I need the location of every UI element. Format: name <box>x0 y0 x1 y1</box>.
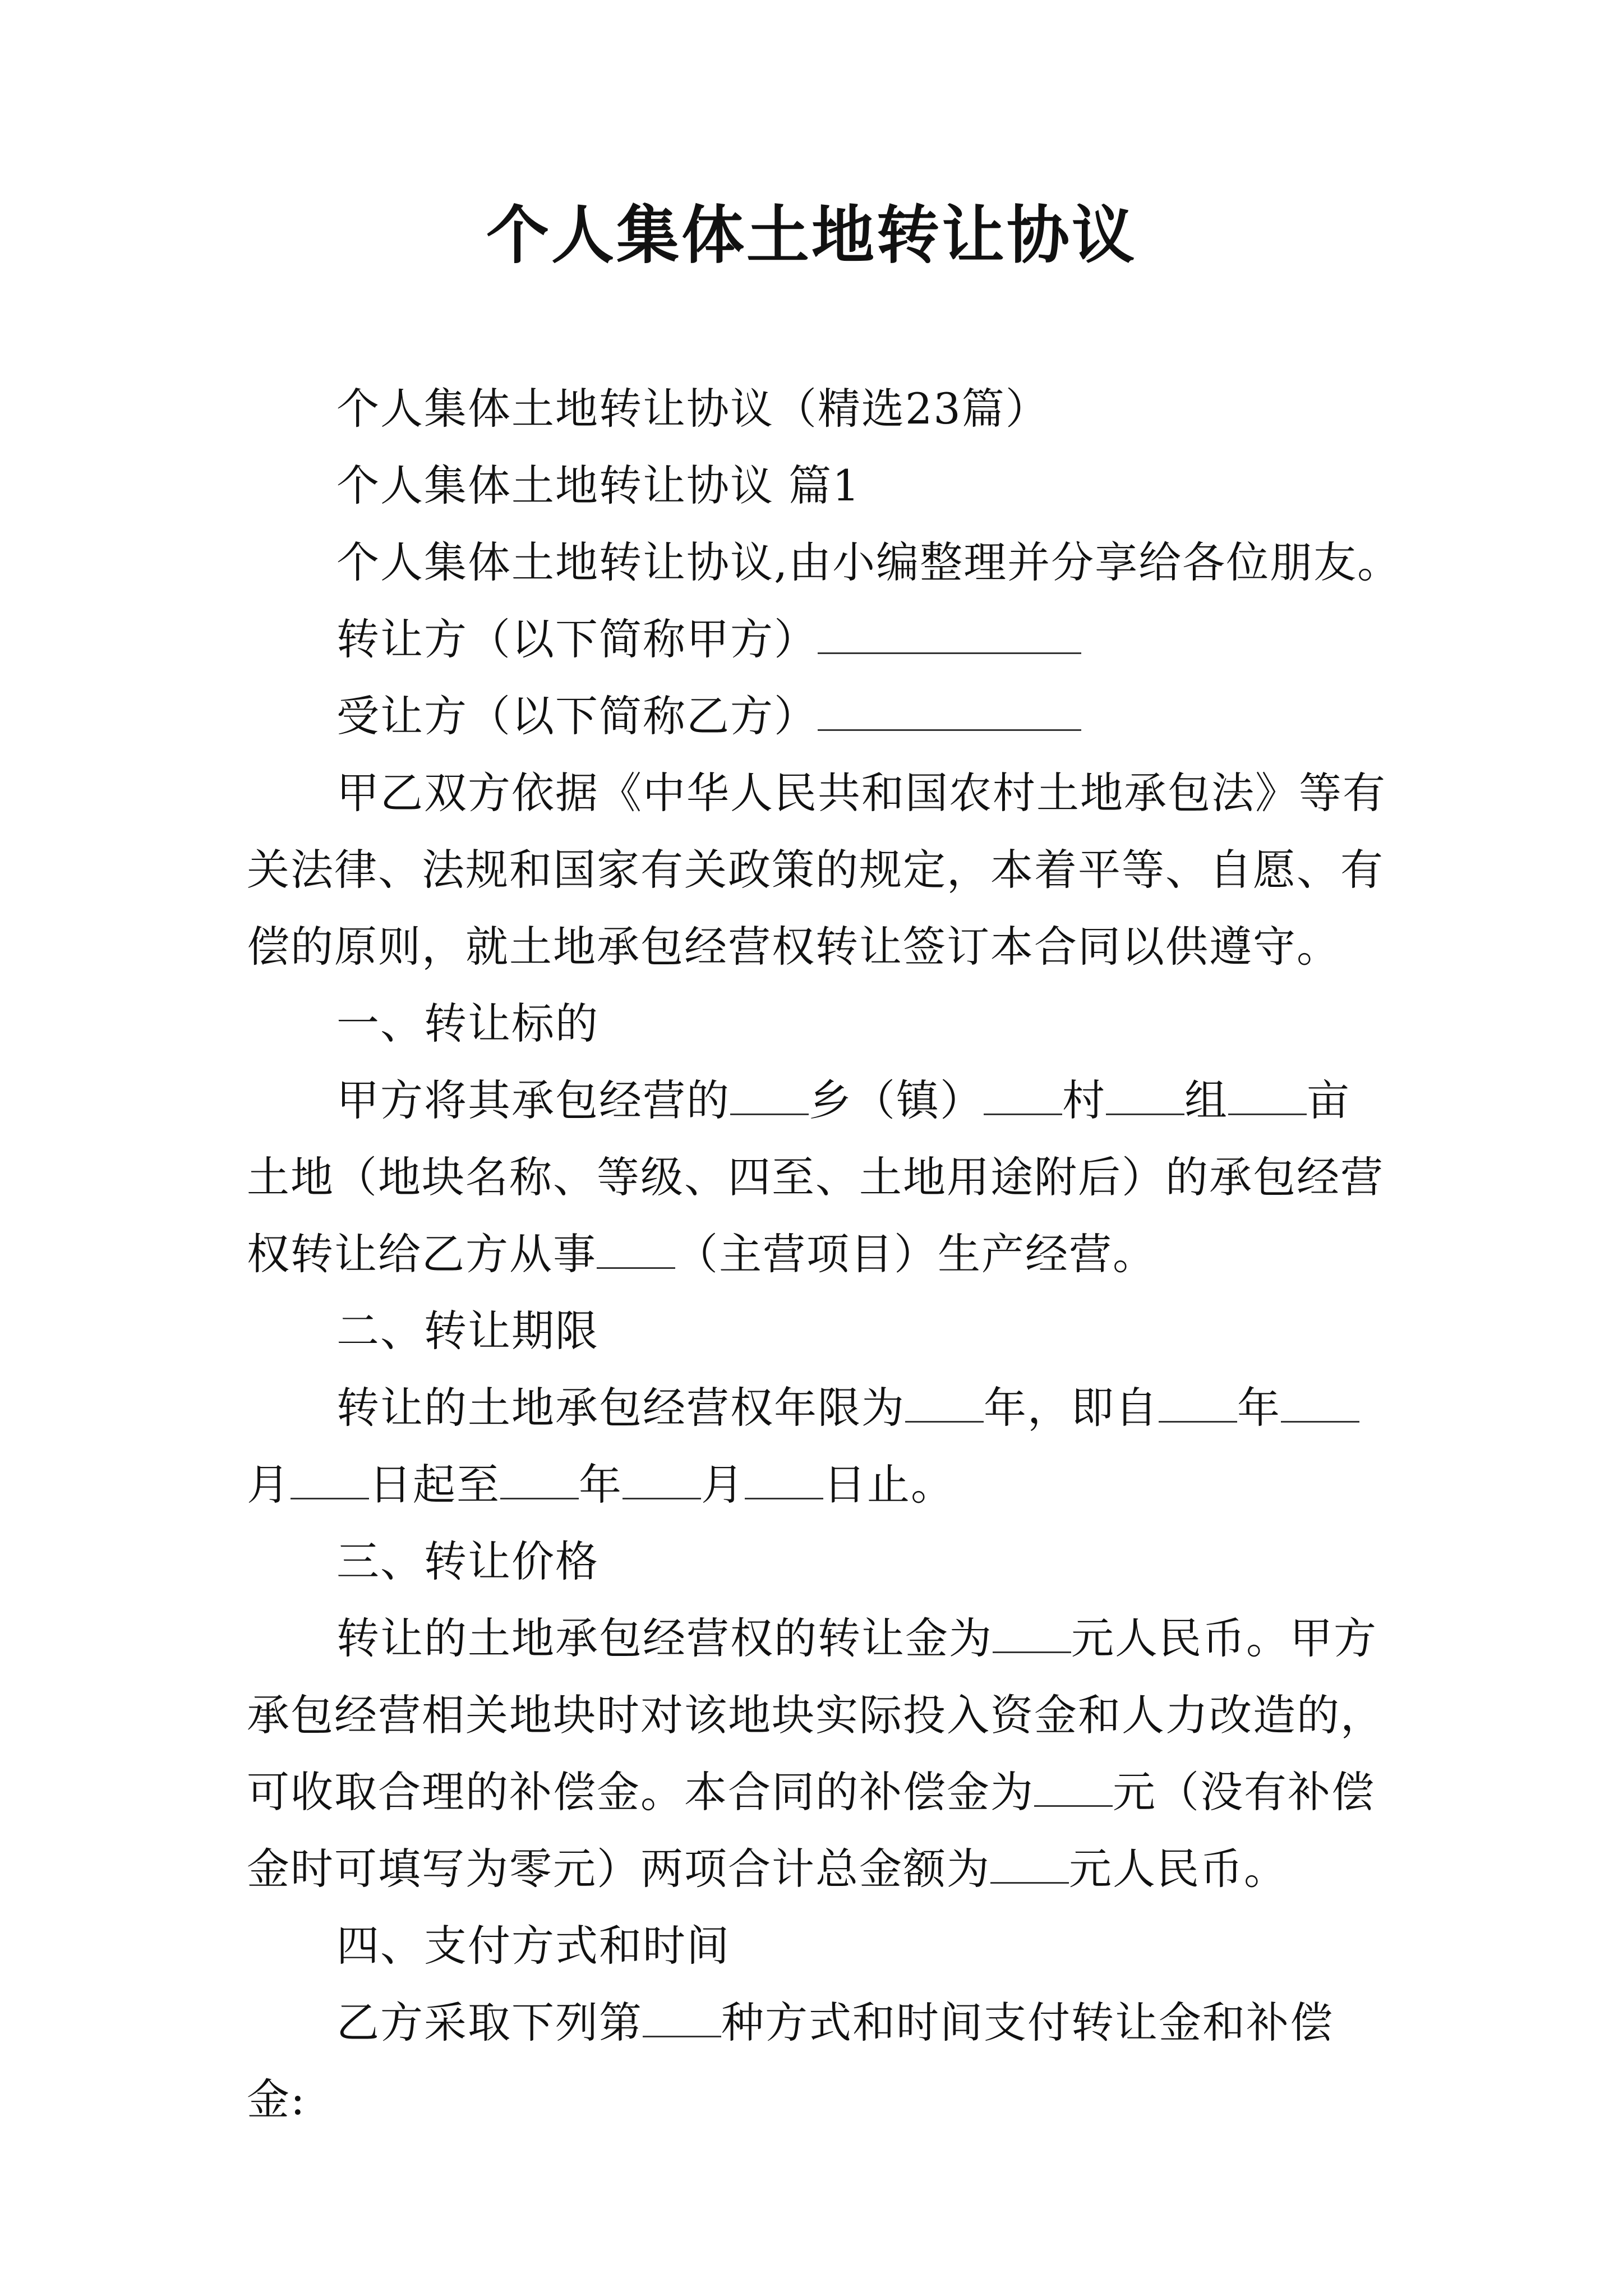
heading-payment: 四、支付方式和时间 <box>336 1921 730 1971</box>
transfer-fee-blank <box>993 1612 1071 1653</box>
heading-transfer-term: 二、转让期限 <box>336 1306 599 1356</box>
project-blank <box>597 1228 675 1269</box>
section-heading: 个人集体土地转让协议 篇1 <box>336 461 861 510</box>
text-segment: 日起至 <box>369 1460 500 1510</box>
text-segment: 年 <box>1237 1383 1281 1433</box>
text-segment: 年 <box>579 1460 623 1510</box>
text-segment: 年，即自 <box>984 1383 1159 1433</box>
paragraph-transfer-price <box>247 1600 1391 1907</box>
start-month-blank <box>1281 1382 1359 1423</box>
paragraph-transfer-term <box>247 1369 1391 1523</box>
text-segment: 转让的土地承包经营权的转让金为 <box>336 1613 993 1663</box>
party-b-label: 受让方（以下简称乙方） <box>336 691 818 741</box>
text-segment: 组 <box>1184 1075 1228 1125</box>
area-blank <box>1228 1074 1307 1115</box>
text-segment: 日止。 <box>823 1460 955 1510</box>
heading-transfer-price: 三、转让价格 <box>336 1536 599 1586</box>
text-segment: 元人民币。 <box>1069 1844 1288 1894</box>
text-segment: 村 <box>1062 1075 1106 1125</box>
group-blank <box>1106 1074 1184 1115</box>
township-blank <box>730 1074 809 1115</box>
text-segment: 乡（镇） <box>809 1075 984 1125</box>
party-a-line <box>247 601 1391 678</box>
text-segment: 种方式和时间支付转让金和补偿金: <box>247 1998 1334 2124</box>
document-body <box>247 370 1401 2138</box>
party-a-blank <box>818 613 1081 654</box>
basis-paragraph: 甲乙双方依据《中华人民共和国农村土地承包法》等有关法律、法规和国家有关政策的规定，本着平等、自愿、有偿的原则，就土地承包经营权转让签订本合同以供遵守。 <box>247 768 1386 972</box>
text-segment: 元人民币。甲方承包经营相关地块时对该地块实际投入资金和人力改造的，可收取合理的补偿金。本合同的补偿金为 <box>247 1613 1384 1817</box>
end-day-blank <box>745 1458 823 1499</box>
subtitle: 个人集体土地转让协议（精选23篇） <box>336 384 1049 434</box>
end-month-blank <box>623 1458 701 1499</box>
start-year-blank <box>1159 1382 1237 1423</box>
paragraph-payment <box>247 1984 1391 2138</box>
payment-method-blank <box>643 1996 721 2037</box>
party-b-line <box>247 678 1391 754</box>
text-segment: 甲方将其承包经营的 <box>336 1075 730 1125</box>
heading-transfer-subject: 一、转让标的 <box>336 999 599 1048</box>
end-year-blank <box>500 1458 579 1499</box>
text-segment: 月 <box>247 1460 291 1510</box>
text-segment: 转让的土地承包经营权年限为 <box>336 1383 905 1433</box>
text-segment: 乙方采取下列第 <box>336 1998 643 2047</box>
text-segment: （主营项目）生产经营。 <box>675 1229 1156 1279</box>
total-amount-blank <box>990 1843 1069 1884</box>
document-title: 个人集体土地转让协议 <box>486 199 1137 272</box>
years-blank <box>905 1382 984 1423</box>
party-b-blank <box>818 690 1081 731</box>
text-segment: 亩土地（地块名称、等级、四至、土地用途附后）的承包经营权转让给乙方从事 <box>247 1075 1384 1279</box>
intro-paragraph: 个人集体土地转让协议,由小编整理并分享给各位朋友。 <box>336 537 1401 587</box>
paragraph-transfer-subject <box>247 1062 1391 1292</box>
text-segment: 元（没有补偿金时可填写为零元）两项合计总金额为 <box>247 1767 1375 1894</box>
text-segment: 月 <box>701 1460 745 1510</box>
start-day-blank <box>291 1458 369 1499</box>
compensation-blank <box>1034 1766 1113 1807</box>
party-a-label: 转让方（以下简称甲方） <box>336 614 818 664</box>
village-blank <box>984 1074 1062 1115</box>
